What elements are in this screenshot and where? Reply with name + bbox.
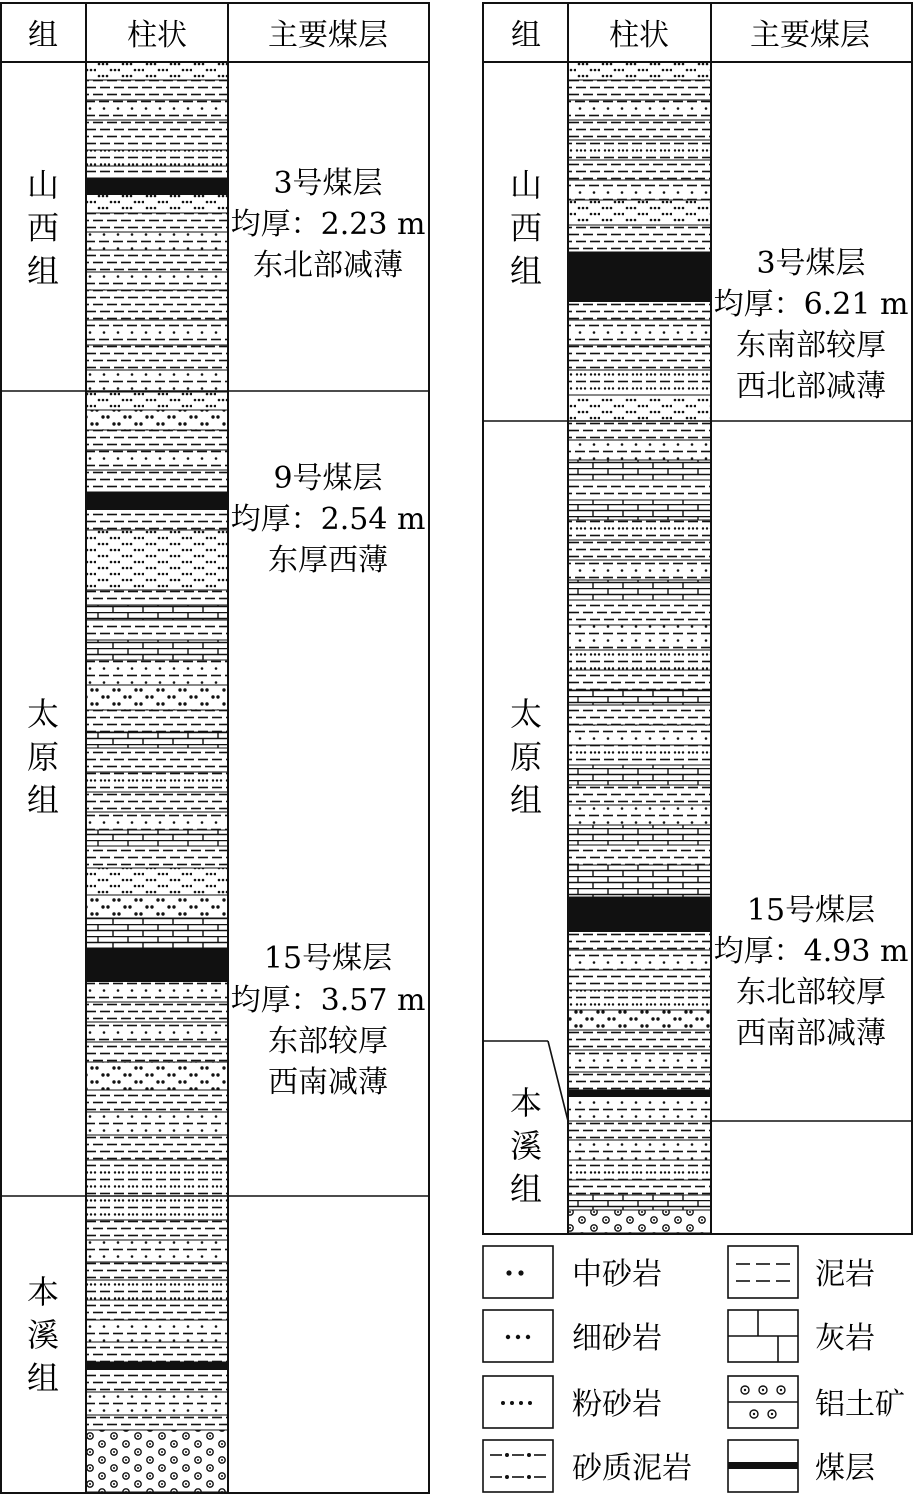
siltstone-layer bbox=[87, 1160, 227, 1196]
mudstone-layer bbox=[87, 250, 227, 272]
mudstone-layer bbox=[569, 120, 710, 140]
mudstone-layer bbox=[87, 290, 227, 320]
sandy-mudstone-layer bbox=[569, 1050, 710, 1072]
mudstone-layer bbox=[569, 225, 710, 252]
fine-sandstone-layer bbox=[87, 392, 227, 410]
sandy-mudstone-layer bbox=[569, 560, 710, 580]
bauxite-layer bbox=[87, 1430, 227, 1492]
right-formation-taiyuan bbox=[510, 695, 542, 819]
left-header-column: 柱状 bbox=[127, 18, 187, 53]
mudstone-layer bbox=[87, 710, 227, 732]
siltstone-layer bbox=[569, 990, 710, 1010]
mudstone-layer bbox=[569, 932, 710, 950]
formation-char: 本 bbox=[509, 1084, 543, 1122]
right-header-column: 柱状 bbox=[609, 18, 669, 53]
limestone-layer bbox=[569, 690, 710, 705]
formation-char: 组 bbox=[509, 252, 543, 290]
coal-seam-thickness: 均厚：3.57 m bbox=[230, 983, 426, 1018]
mudstone-layer bbox=[569, 160, 710, 180]
legend-item-medium-sandstone bbox=[483, 1246, 662, 1298]
left-formation-taiyuan bbox=[27, 695, 59, 819]
coal-seam-trend: 西南减薄 bbox=[268, 1065, 388, 1100]
limestone-layer bbox=[87, 640, 227, 660]
coal-seam-trend: 东南部较厚 bbox=[736, 328, 886, 363]
mudstone-layer bbox=[87, 430, 227, 450]
siltstone-layer bbox=[87, 1280, 227, 1300]
fine-sandstone-layer bbox=[569, 395, 710, 421]
legend bbox=[483, 1246, 905, 1492]
limestone-layer bbox=[569, 765, 710, 785]
mudstone-layer bbox=[87, 620, 227, 640]
coal-seam-layer bbox=[569, 1090, 710, 1097]
coal-seam-trend: 东厚西薄 bbox=[268, 543, 388, 578]
mudstone-layer bbox=[569, 540, 710, 560]
legend-item-bauxite bbox=[728, 1376, 905, 1428]
coal-seam-layer bbox=[569, 252, 710, 302]
limestone-layer bbox=[569, 500, 710, 520]
medium-sandstone-layer bbox=[569, 1010, 710, 1030]
limestone-layer bbox=[569, 865, 710, 897]
fine-sandstone-layer bbox=[87, 195, 227, 213]
right-lithology-column bbox=[569, 63, 710, 1233]
mudstone-layer bbox=[87, 80, 227, 100]
mudstone-layer bbox=[87, 1042, 227, 1062]
siltstone-icon bbox=[483, 1376, 553, 1428]
mudstone-layer bbox=[87, 345, 227, 370]
mudstone-layer bbox=[569, 705, 710, 725]
sandy-mudstone-layer bbox=[87, 272, 227, 290]
sandy-mudstone-layer bbox=[87, 1112, 227, 1135]
limestone-layer bbox=[569, 1195, 710, 1210]
sandy-mudstone-layer bbox=[87, 660, 227, 685]
sandy-mudstone-layer bbox=[569, 1097, 710, 1121]
siltstone-layer bbox=[569, 520, 710, 540]
coal-seam-trend: 西南部减薄 bbox=[736, 1016, 886, 1051]
coal-seam-trend: 东北部减薄 bbox=[253, 248, 403, 283]
sandy-mudstone-layer bbox=[87, 1240, 227, 1262]
sandy-mudstone-layer bbox=[569, 625, 710, 650]
sandy-mudstone-layer bbox=[87, 232, 227, 250]
formation-char: 组 bbox=[26, 252, 60, 290]
medium-sandstone-layer bbox=[87, 1062, 227, 1090]
mudstone-layer bbox=[87, 1370, 227, 1392]
mudstone-layer bbox=[87, 1415, 227, 1430]
sandy-mudstone-icon bbox=[483, 1440, 553, 1492]
siltstone-layer bbox=[87, 772, 227, 792]
left-header-group: 组 bbox=[28, 18, 58, 53]
formation-char: 本 bbox=[26, 1273, 60, 1311]
mudstone-layer bbox=[569, 1121, 710, 1140]
coal-seam-layer bbox=[87, 1362, 227, 1370]
sandy-mudstone-layer bbox=[87, 1022, 227, 1042]
coal-seam-trend: 东部较厚 bbox=[268, 1024, 388, 1059]
mudstone-layer bbox=[569, 421, 710, 440]
siltstone-layer bbox=[569, 370, 710, 395]
medium-sandstone-layer bbox=[87, 685, 227, 710]
coal-seam-thickness: 均厚：6.21 m bbox=[713, 287, 909, 322]
mudstone-icon bbox=[728, 1246, 798, 1298]
left-coal-seam-9-note bbox=[231, 461, 426, 578]
legend-item-mudstone bbox=[728, 1246, 875, 1298]
right-coal-seam-15-note bbox=[714, 893, 909, 1051]
mudstone-layer bbox=[87, 792, 227, 812]
fine-sandstone-layer bbox=[87, 63, 227, 80]
formation-char: 原 bbox=[509, 738, 543, 776]
sandy-mudstone-layer bbox=[569, 1140, 710, 1160]
mudstone-layer bbox=[87, 1135, 227, 1160]
coal-seam-thickness: 均厚：2.23 m bbox=[230, 207, 426, 242]
left-header-coal: 主要煤层 bbox=[268, 18, 388, 53]
siltstone-layer bbox=[569, 745, 710, 765]
sandy-mudstone-layer bbox=[569, 440, 710, 460]
coal-seam-thickness: 均厚：4.93 m bbox=[713, 934, 909, 969]
formation-char: 组 bbox=[26, 1359, 60, 1397]
mudstone-layer bbox=[569, 480, 710, 500]
fine-sandstone-layer bbox=[87, 530, 227, 590]
formation-char: 溪 bbox=[509, 1127, 543, 1165]
right-formation-shanxi bbox=[510, 166, 542, 290]
mudstone-layer bbox=[87, 1342, 227, 1362]
legend-label: 灰岩 bbox=[815, 1321, 875, 1356]
limestone-layer bbox=[569, 580, 710, 600]
left-coal-seam-15-note bbox=[231, 941, 426, 1100]
mudstone-layer bbox=[87, 1090, 227, 1112]
mudstone-layer bbox=[87, 166, 227, 178]
formation-char: 西 bbox=[509, 209, 543, 247]
legend-item-fine-sandstone bbox=[483, 1310, 662, 1362]
bauxite-layer bbox=[569, 1210, 710, 1233]
formation-char: 组 bbox=[509, 781, 543, 819]
formation-char: 原 bbox=[26, 738, 60, 776]
limestone-layer bbox=[569, 825, 710, 845]
sandy-mudstone-layer bbox=[87, 450, 227, 470]
right-stratigraphic-table bbox=[483, 3, 912, 1234]
formation-char: 太 bbox=[26, 695, 60, 733]
mudstone-layer bbox=[87, 1262, 227, 1280]
formation-char: 组 bbox=[26, 781, 60, 819]
legend-item-siltstone bbox=[483, 1376, 662, 1428]
fine-sandstone-layer bbox=[87, 868, 227, 895]
mudstone-layer bbox=[87, 120, 227, 150]
sandy-mudstone-layer bbox=[569, 320, 710, 345]
limestone-layer bbox=[87, 732, 227, 748]
mudstone-layer bbox=[87, 590, 227, 605]
coal-seam-name: 15号煤层 bbox=[263, 941, 393, 976]
legend-label: 粉砂岩 bbox=[572, 1387, 662, 1422]
siltstone-layer bbox=[569, 140, 710, 160]
fine-sandstone-layer bbox=[569, 63, 710, 80]
sandy-mudstone-layer bbox=[87, 1320, 227, 1342]
sandy-mudstone-layer bbox=[87, 100, 227, 120]
mudstone-layer bbox=[87, 510, 227, 530]
formation-char: 太 bbox=[509, 695, 543, 733]
mudstone-layer bbox=[569, 670, 710, 690]
mudstone-layer bbox=[87, 213, 227, 232]
mudstone-layer bbox=[569, 1072, 710, 1090]
sandy-mudstone-layer bbox=[569, 100, 710, 120]
coal-seam-layer bbox=[569, 897, 710, 932]
sandy-mudstone-layer bbox=[569, 950, 710, 970]
mudstone-layer bbox=[569, 345, 710, 370]
formation-char: 西 bbox=[26, 209, 60, 247]
right-header-group: 组 bbox=[511, 18, 541, 53]
left-coal-seam-3-note bbox=[231, 166, 426, 283]
mudstone-layer bbox=[569, 785, 710, 805]
sandy-mudstone-layer bbox=[87, 370, 227, 392]
coal-seam-layer bbox=[87, 492, 227, 510]
right-formation-benxi bbox=[510, 1084, 542, 1208]
mudstone-layer bbox=[87, 846, 227, 868]
legend-label: 细砂岩 bbox=[572, 1321, 662, 1356]
sandy-mudstone-layer bbox=[87, 1392, 227, 1415]
coal-seam-name: 15号煤层 bbox=[746, 893, 876, 928]
mudstone-layer bbox=[87, 470, 227, 492]
siltstone-layer bbox=[569, 1160, 710, 1180]
formation-char: 组 bbox=[509, 1170, 543, 1208]
mudstone-layer bbox=[569, 302, 710, 320]
siltstone-layer bbox=[569, 650, 710, 670]
left-formation-shanxi bbox=[27, 166, 59, 290]
mudstone-layer bbox=[87, 1220, 227, 1240]
mudstone-layer bbox=[569, 80, 710, 100]
sandy-mudstone-layer bbox=[569, 805, 710, 825]
coal-seam-name: 9号煤层 bbox=[273, 461, 383, 496]
mudstone-layer bbox=[569, 1180, 710, 1195]
formation-char: 溪 bbox=[26, 1316, 60, 1354]
legend-label: 泥岩 bbox=[815, 1257, 875, 1292]
mudstone-layer bbox=[87, 1300, 227, 1320]
mudstone-layer bbox=[569, 1030, 710, 1050]
legend-label: 砂质泥岩 bbox=[572, 1451, 692, 1486]
medium-sandstone-icon bbox=[483, 1246, 553, 1298]
medium-sandstone-layer bbox=[87, 895, 227, 918]
legend-item-sandy-mudstone bbox=[483, 1440, 692, 1492]
limestone-layer bbox=[569, 460, 710, 480]
limestone-layer bbox=[87, 605, 227, 620]
coal-seam-name: 3号煤层 bbox=[756, 246, 866, 281]
coal-seam-layer bbox=[87, 178, 227, 195]
mudstone-layer bbox=[569, 845, 710, 865]
mudstone-layer bbox=[569, 970, 710, 990]
medium-sandstone-layer bbox=[87, 410, 227, 430]
left-formation-benxi bbox=[27, 1273, 59, 1397]
formation-char: 山 bbox=[509, 166, 543, 204]
mudstone-layer bbox=[87, 1002, 227, 1022]
siltstone-layer bbox=[87, 150, 227, 166]
left-stratigraphic-table bbox=[1, 3, 429, 1493]
legend-label: 中砂岩 bbox=[572, 1257, 662, 1292]
right-header-coal: 主要煤层 bbox=[750, 18, 870, 53]
legend-label: 铝土矿 bbox=[815, 1387, 905, 1422]
legend-item-coal-seam bbox=[728, 1440, 875, 1492]
right-coal-seam-3-note bbox=[714, 246, 909, 404]
coal-seam-layer bbox=[87, 948, 227, 982]
coal-seam-name: 3号煤层 bbox=[273, 166, 383, 201]
sandy-mudstone-layer bbox=[569, 725, 710, 745]
siltstone-layer bbox=[87, 1196, 227, 1220]
limestone-layer bbox=[87, 918, 227, 948]
sandy-mudstone-layer bbox=[87, 982, 227, 1002]
legend-label: 煤层 bbox=[815, 1451, 875, 1486]
coal-seam-trend: 东北部较厚 bbox=[736, 975, 886, 1010]
legend-item-limestone bbox=[728, 1310, 875, 1362]
limestone-layer bbox=[87, 830, 227, 846]
sandy-mudstone-layer bbox=[87, 812, 227, 830]
fine-sandstone-layer bbox=[569, 200, 710, 225]
coal-seam-trend: 西北部减薄 bbox=[736, 369, 886, 404]
mudstone-layer bbox=[87, 748, 227, 772]
sandy-mudstone-layer bbox=[569, 180, 710, 200]
formation-char: 山 bbox=[26, 166, 60, 204]
mudstone-layer bbox=[569, 600, 710, 625]
sandy-mudstone-layer bbox=[87, 320, 227, 345]
left-lithology-column bbox=[87, 63, 227, 1492]
coal-seam-thickness: 均厚：2.54 m bbox=[230, 502, 426, 537]
